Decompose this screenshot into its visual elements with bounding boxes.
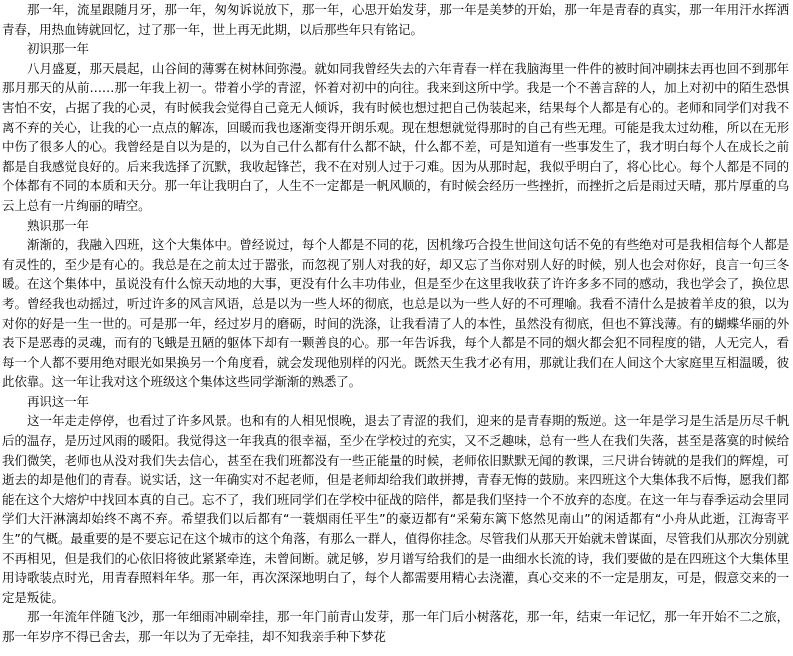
outro-paragraph: 那一年流年伴随飞沙，那一年细雨冲刷牵挂，那一年门前青山发芽，那一年门后小树落花，那一年，结束一年记忆，那一年开始不二之旅，那一年岁序不得已舍去，那一年以为了无牵挂，却不知我亲手种下梦花 [2, 609, 789, 644]
section-heading-first-meeting: 初识那一年 [27, 41, 89, 57]
intro-paragraph: 那一年，流星跟随月牙，那一年，匆匆诉说放下，那一年，心思开始发芽，那一年是美梦的开始，那一年是青春的真实，那一年用汗水挥洒青春，用热血铸就回忆，过了那一年，世上再无此期，以后那些年只有铭记。 [2, 2, 789, 37]
section-body-first-meeting: 八月盛夏，那天晨起，山谷间的薄雾在树林间弥漫。就如同我曾经失去的六年青春一样在我脑海里一件件的被时间冲刷抹去再也回不到那年那月那天的从前……那一年我上初一。带着小学的青涩，怀着对初中的向往。我来到这所中学。我是一个不善言辞的人，加上对初中的陌生恐惧害怕不安，占据了我的心灵，有时候我会觉得自己竟无人倾诉，我有时候也想过把自己伪装起来，结果每个人都是有心的。老师和同学们对我不离不弃的关心，让我的心一点点的解冻，回暖而我也逐渐变得开朗乐观。现在想想就觉得那时的自己有些无理。可能是我太过幼稚，所以在无形中伤了很多人的心。我曾经是自以为是的，以为自己什么都有什么都不缺，什么都不差，可是知道有一些事发生了，我才明白每个人在成长之前都是自我感觉良好的。后来我选择了沉默，我收起锋芒，我不在对别人过于刁难。因为从那时起，我似乎明白了，将心比心。每个人都是不同的个体都有不同的本质和天分。那一年让我明白了，人生不一定都是一帆风顺的，有时候会经历一些挫折，而挫折之后是雨过天晴，那片厚重的乌云上总有一片绚丽的晴空。 [2, 60, 789, 213]
section-heading-knowing-again: 再识这一年 [27, 393, 89, 409]
section-body-getting-familiar: 渐渐的，我融入四班，这个大集体中。曾经说过，每个人都是不同的花，因机缘巧合投生世间这句话不免的有些绝对可是我相信每个人都是有灵性的，至少是有心的。我总是在之前太过于嚣张，而忽视了别人对我的好，却又忘了当你对别人好的时候，别人也会对你好，良言一句三冬暖。在这个集体中，虽说没有什么惊天动地的大事，更没有什么丰功伟业，但是至少在这里我收获了许许多多不同的感动，我也学会了，换位思考。曾经我也动摇过，听过许多的风言风语，总是以为一些人坏的彻底，也总是以为一些人好的不可理喻。我看不清什么是披着羊皮的狼，以为对你的好是一生一世的。可是那一年，经过岁月的磨砺，时间的洗涤，让我看清了人的本性，虽然没有彻底，但也不算浅薄。有的蝴蝶华丽的外表下是恶毒的灵魂，而有的飞蛾是丑陋的躯体下却有一颗善良的心。那一年告诉我，每个人都是不同的烟火都会犯不同程度的错，人无完人，看每一个人都不要用绝对眼光如果换另一个角度看，就会发现他别样的闪光。既然天生我才必有用，那就让我们在人间这个大家庭里互相温暖，彼此依靠。这一年让我对这个班级这个集体这些同学渐渐的熟悉了。 [2, 237, 789, 390]
section-body-knowing-again: 这一年走走停停，也看过了许多风景。也和有的人相见恨晚，退去了青涩的我们，迎来的是青春期的叛逆。这一年是学习是生活是历尽千帆后的温存，是历过风雨的暖阳。我觉得这一年我真的很幸福，至少在学校过的充实，又不乏趣味，总有一些人在我们失落，甚至是落寞的时候给我们微笑，老师也从没对我们失去信心，甚至在我们班都没有一些正能量的时候，老师依旧默默无闻的教课，三尺讲台铸就的是我们的辉煌，可逝去的却是他们的青春。说实话，这一年确实对不起老师，但是老师却给我们敢拼搏，青春无悔的鼓励。来四班这个大集体我不后悔，愿我们都能在这个大熔炉中找回本真的自己。忘不了，我们班同学们在学校中征战的陪伴，都是我们坚持一个不放弃的态度。在这一年与春季运动会里同学们大汗淋漓却始终不离不弃。希望我们以后都有“一蓑烟雨任平生”的豪迈都有“采菊东篱下悠然见南山”的闲适都有“小舟从此逝，江海寄平生”的气概。最重要的是不要忘记在这个城市的这个角落，有那么一群人，值得你挂念。尽管我们从那天开始就未曾谋面，尽管我们从那次分别就不再相见，但是我们的心依旧将彼此紧紧牵连，未曾间断。就足够，岁月谱写给我们的是一曲细水长流的诗，我们要做的是在四班这个大集体里用诗歌装点时光，用青春照料年华。那一年，再次深深地明白了，每个人都需要用精心去浇灌，真心交来的不一定是朋友，可是，假意交来的一定是叛徒。 [2, 413, 789, 605]
section-heading-getting-familiar: 熟识那一年 [27, 217, 89, 233]
